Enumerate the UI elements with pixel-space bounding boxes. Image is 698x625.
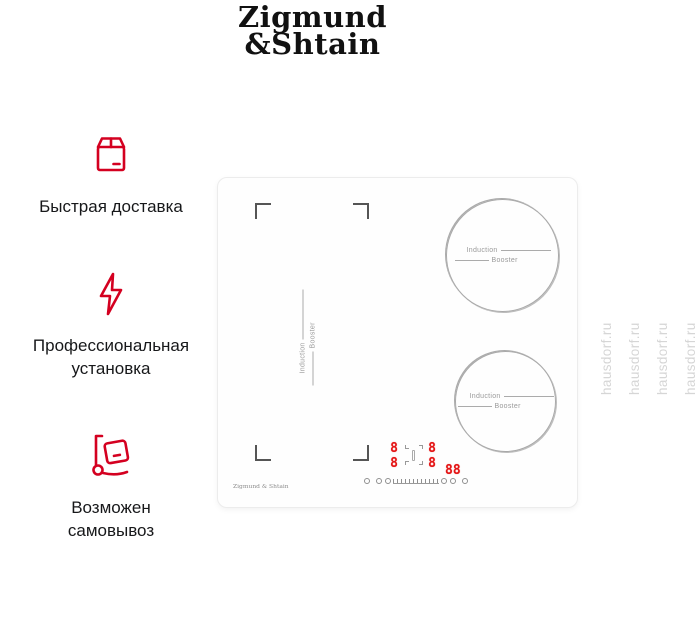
benefit-pickup [0, 431, 222, 542]
label-line [313, 352, 314, 386]
watermark-text: hausdorf.ru [627, 322, 642, 395]
flex-zone-label [300, 290, 317, 386]
watermark-text: hausdorf.ru [683, 322, 698, 395]
flex-zone-bracket-top-left [255, 203, 271, 219]
burner-label [455, 247, 551, 264]
pan-indicator-icon [405, 445, 409, 449]
flex-zone-bracket-top-right [353, 203, 369, 219]
power-digit: 8 [428, 456, 436, 471]
watermark-text: hausdorf.ru [655, 322, 670, 395]
lock-button [462, 478, 468, 484]
pan-indicator-icon [405, 461, 409, 465]
induction-label: Induction [299, 342, 307, 374]
power-digit: 8 [390, 441, 398, 456]
trolley-icon [86, 431, 136, 481]
control-dot [450, 478, 456, 484]
pan-indicator-icon [419, 461, 423, 465]
watermark-column [599, 92, 698, 625]
booster-label: Booster [494, 403, 521, 410]
cooktop-product-image [217, 177, 578, 508]
power-slider [393, 479, 439, 484]
label-line [455, 260, 489, 261]
touch-controls [364, 477, 474, 485]
brand-logo-line2: &Shtain [244, 27, 381, 61]
burner-circle-top-right [446, 199, 559, 312]
label-line [303, 290, 304, 340]
benefit-installation [0, 269, 222, 380]
benefit-fast-delivery [0, 130, 222, 218]
pan-indicator-icon [419, 445, 423, 449]
booster-label: Booster [309, 322, 317, 349]
label-line [458, 406, 492, 407]
zone-power-display [388, 442, 450, 470]
timer-display: 88 [445, 463, 461, 478]
zone-link-icon [412, 450, 415, 461]
brand-logo-line1: Zigmund [237, 0, 388, 34]
cooktop-brand-label: Zigmund & Shtain [233, 483, 289, 490]
induction-label: Induction [469, 393, 501, 400]
label-line [501, 250, 551, 251]
booster-label: Booster [491, 257, 518, 264]
burner-label [458, 393, 554, 410]
benefit-label: Быстрая доставка [39, 197, 183, 216]
watermark-text: hausdorf.ru [599, 322, 614, 395]
control-dot [441, 478, 447, 484]
flex-zone-bracket-bottom-right [353, 445, 369, 461]
induction-label: Induction [466, 247, 498, 254]
brand-logo [190, 0, 435, 61]
power-digit: 8 [390, 456, 398, 471]
power-digit: 8 [428, 441, 436, 456]
label-line [504, 396, 554, 397]
control-dot [385, 478, 391, 484]
lightning-icon [89, 269, 133, 319]
power-button [364, 478, 370, 484]
burner-circle-bottom-right [455, 351, 556, 452]
control-dot [376, 478, 382, 484]
benefit-label: Профессиональная установка [32, 336, 190, 378]
benefit-label: Возможен самовывоз [67, 498, 155, 540]
package-icon [87, 130, 135, 180]
flex-zone-bracket-bottom-left [255, 445, 271, 461]
